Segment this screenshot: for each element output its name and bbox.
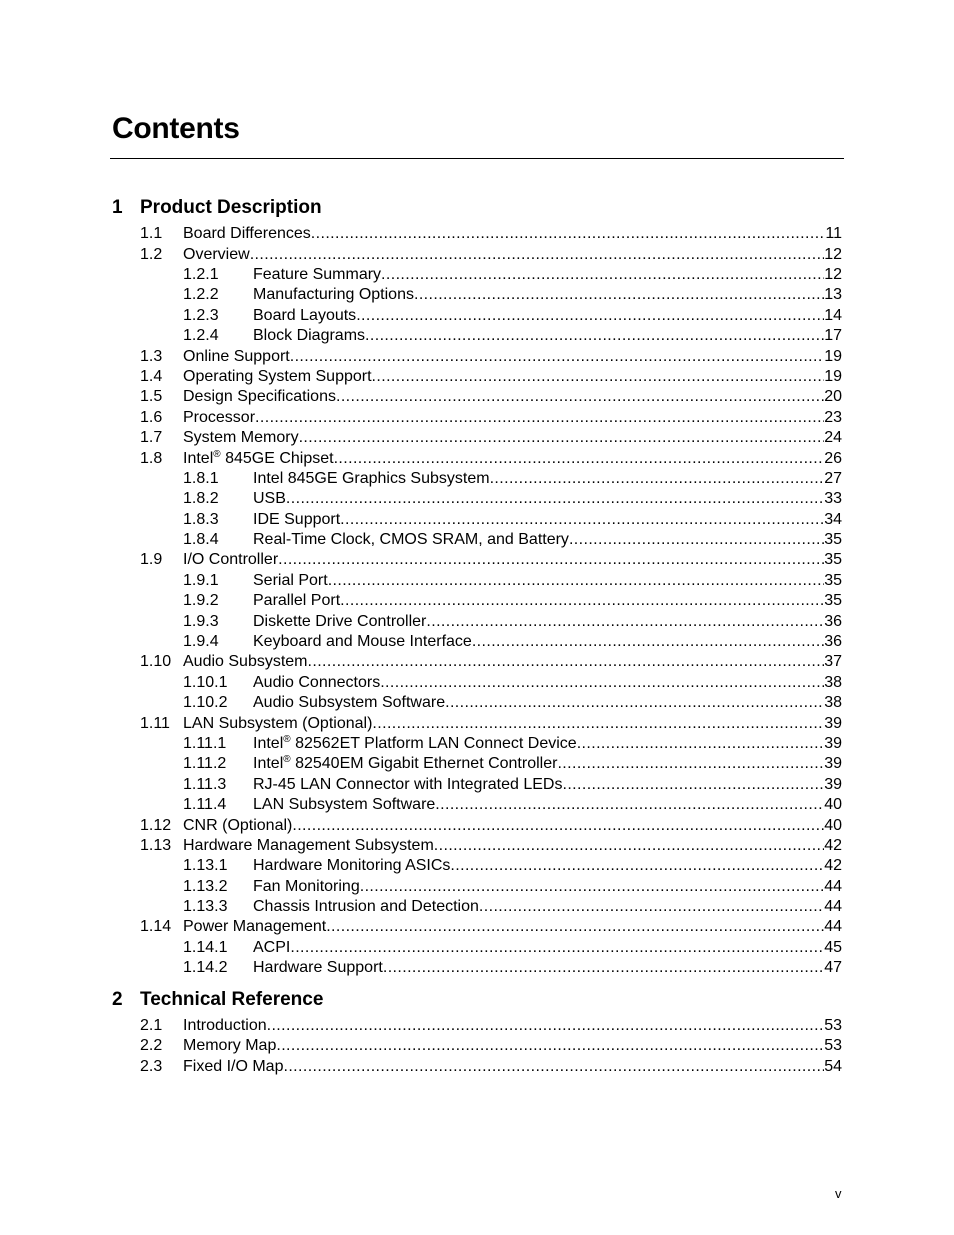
entry-page: 44 (824, 878, 842, 895)
entry-label: Parallel Port (253, 592, 341, 609)
entry-number: 1.2.2 (183, 286, 219, 303)
entry-label: Intel 845GE Graphics Subsystem (253, 470, 490, 487)
dot-leader (380, 673, 824, 693)
entry-page: 12 (824, 246, 842, 263)
dot-leader (490, 469, 825, 489)
toc-entry[interactable] (140, 387, 842, 407)
page-title: Contents (112, 112, 240, 145)
toc-entry[interactable] (183, 612, 842, 632)
entry-label: System Memory (183, 429, 299, 446)
entry-label: Block Diagrams (253, 327, 366, 344)
entry-label: Audio Connectors (253, 674, 381, 691)
entry-number: 1.13.1 (183, 857, 228, 874)
dot-leader (311, 224, 826, 244)
entry-number: 2.1 (140, 1017, 163, 1034)
dot-leader (372, 367, 825, 387)
dot-leader (299, 428, 825, 448)
dot-leader (255, 408, 824, 428)
entry-label: Feature Summary (253, 266, 382, 283)
entry-page: 53 (824, 1037, 842, 1054)
dot-leader (472, 632, 824, 652)
toc-entry[interactable] (183, 265, 842, 285)
dot-leader (267, 1016, 825, 1036)
entry-number: 1.14.2 (183, 959, 228, 976)
entry-label: Overview (183, 246, 250, 263)
entry-label (253, 754, 557, 774)
entry-page: 27 (824, 470, 842, 487)
entry-number: 1.11.3 (183, 776, 227, 793)
dot-leader (290, 938, 824, 958)
dot-leader (365, 326, 824, 346)
entry-number: 1.11.1 (183, 735, 227, 752)
toc-entry[interactable] (140, 245, 842, 265)
dot-leader (577, 734, 825, 754)
entry-page: 35 (824, 531, 842, 548)
label-text: 82562ET Platform LAN Connect Device (290, 735, 577, 752)
toc-entry[interactable] (183, 754, 842, 774)
toc-entry[interactable] (140, 449, 842, 469)
dot-leader (372, 714, 824, 734)
toc-entry[interactable] (140, 836, 842, 856)
dot-leader (381, 265, 824, 285)
entry-number: 1.6 (140, 409, 163, 426)
entry-label: Hardware Support (253, 959, 383, 976)
dot-leader (276, 1036, 824, 1056)
entry-number: 1.8.4 (183, 531, 219, 548)
entry-label: Memory Map (183, 1037, 277, 1054)
dot-leader (383, 958, 824, 978)
toc-entry[interactable] (183, 775, 842, 795)
dot-leader (434, 836, 824, 856)
entry-label: Audio Subsystem (183, 653, 308, 670)
entry-label: Chassis Intrusion and Detection (253, 898, 479, 915)
toc-entry[interactable] (183, 795, 842, 815)
toc-entry[interactable] (183, 326, 842, 346)
entry-page: 53 (824, 1017, 842, 1034)
entry-label: Online Support (183, 348, 290, 365)
entry-label: Power Management (183, 918, 327, 935)
toc-entry[interactable] (183, 632, 842, 652)
toc-entry[interactable] (140, 652, 842, 672)
entry-page: 39 (824, 755, 842, 772)
toc-entry[interactable] (140, 428, 842, 448)
entry-number: 1.5 (140, 388, 163, 405)
dot-leader (278, 550, 824, 570)
entry-number: 1.10.2 (183, 694, 228, 711)
chapter-number: 1 (112, 197, 123, 218)
toc-entry[interactable] (183, 673, 842, 693)
chapter-number: 2 (112, 989, 123, 1010)
entry-page: 26 (824, 450, 842, 467)
entry-number: 1.13.3 (183, 898, 228, 915)
entry-label (253, 734, 577, 754)
chapter-title: Technical Reference (140, 989, 324, 1010)
registered-mark: ® (213, 449, 221, 460)
toc-entry[interactable] (183, 469, 842, 489)
toc-entry[interactable] (183, 591, 842, 611)
entry-label: Board Layouts (253, 307, 357, 324)
dot-leader (340, 510, 824, 530)
entry-page: 47 (824, 959, 842, 976)
entry-page: 13 (824, 286, 842, 303)
toc-entry[interactable] (140, 1036, 842, 1056)
entry-page: 17 (824, 327, 842, 344)
label-text: 82540EM Gigabit Ethernet Controller (290, 755, 558, 772)
entry-page: 37 (824, 653, 842, 670)
toc-entry[interactable] (183, 285, 842, 305)
entry-number: 1.9.1 (183, 572, 219, 589)
dot-leader (414, 285, 824, 305)
entry-number: 2.2 (140, 1037, 163, 1054)
entry-number: 1.8.3 (183, 511, 219, 528)
entry-label: Manufacturing Options (253, 286, 414, 303)
entry-label: RJ-45 LAN Connector with Integrated LEDs (253, 776, 563, 793)
entry-page: 12 (824, 266, 842, 283)
dot-leader (292, 816, 824, 836)
entry-label: LAN Subsystem Software (253, 796, 436, 813)
title-rule (110, 158, 844, 159)
chapter-title: Product Description (140, 197, 322, 218)
entry-page: 39 (824, 735, 842, 752)
label-text: Intel (253, 735, 284, 752)
dot-leader (426, 612, 824, 632)
toc-entry[interactable] (183, 958, 842, 978)
dot-leader (328, 571, 825, 591)
chapter-heading[interactable] (112, 197, 322, 219)
toc-entry[interactable] (140, 550, 842, 570)
entry-number: 1.9.3 (183, 613, 219, 630)
entry-number: 1.11.4 (183, 796, 227, 813)
toc-entry[interactable] (140, 367, 842, 387)
entry-number: 1.14 (140, 918, 172, 935)
entry-page: 35 (824, 592, 842, 609)
chapter-heading[interactable] (112, 989, 323, 1011)
entry-page: 38 (824, 674, 842, 691)
entry-page: 35 (824, 572, 842, 589)
toc-entry[interactable] (140, 224, 842, 244)
toc-entry[interactable] (183, 510, 842, 530)
entry-label: Real-Time Clock, CMOS SRAM, and Battery (253, 531, 569, 548)
entry-page: 40 (824, 817, 842, 834)
toc-entry[interactable] (183, 306, 842, 326)
dot-leader (435, 795, 824, 815)
dot-leader (360, 877, 824, 897)
entry-label: Board Differences (183, 225, 311, 242)
entry-page: 44 (824, 918, 842, 935)
entry-number: 1.9 (140, 551, 163, 568)
entry-number: 1.2 (140, 246, 163, 263)
toc-entry[interactable] (183, 693, 842, 713)
entry-number: 1.9.4 (183, 633, 219, 650)
toc-entry[interactable] (140, 917, 842, 937)
toc-entry[interactable] (183, 489, 842, 509)
entry-page: 36 (824, 613, 842, 630)
entry-number: 1.1 (140, 225, 163, 242)
dot-leader (326, 917, 824, 937)
entry-number: 1.10.1 (183, 674, 228, 691)
entry-number: 1.12 (140, 817, 172, 834)
entry-page: 45 (824, 939, 842, 956)
dot-leader (557, 754, 824, 774)
entry-page: 40 (824, 796, 842, 813)
dot-leader (479, 897, 824, 917)
entry-page: 42 (824, 857, 842, 874)
entry-label: Fixed I/O Map (183, 1058, 284, 1075)
entry-label: Keyboard and Mouse Interface (253, 633, 472, 650)
page-number: v (835, 1186, 842, 1201)
dot-leader (250, 245, 825, 265)
entry-page: 44 (824, 898, 842, 915)
entry-page: 19 (824, 348, 842, 365)
entry-page: 39 (824, 715, 842, 732)
toc-entry[interactable] (140, 1016, 842, 1036)
entry-label: USB (253, 490, 286, 507)
entry-number: 2.3 (140, 1058, 163, 1075)
entry-number: 1.9.2 (183, 592, 219, 609)
entry-label: Hardware Monitoring ASICs (253, 857, 451, 874)
entry-page: 11 (825, 225, 842, 242)
entry-label: LAN Subsystem (Optional) (183, 715, 373, 732)
dot-leader (445, 693, 824, 713)
dot-leader (290, 347, 824, 367)
registered-mark: ® (283, 754, 291, 765)
toc-entry[interactable] (183, 877, 842, 897)
entry-label (183, 449, 334, 469)
toc-entry[interactable] (183, 856, 842, 876)
entry-number: 1.7 (140, 429, 163, 446)
entry-number: 1.4 (140, 368, 163, 385)
entry-label: CNR (Optional) (183, 817, 293, 834)
toc-entry[interactable] (183, 530, 842, 550)
dot-leader (336, 387, 824, 407)
dot-leader (340, 591, 824, 611)
entry-label: Processor (183, 409, 256, 426)
entry-label: Diskette Drive Controller (253, 613, 427, 630)
entry-page: 19 (824, 368, 842, 385)
entry-page: 36 (824, 633, 842, 650)
dot-leader (569, 530, 824, 550)
entry-label: Audio Subsystem Software (253, 694, 446, 711)
dot-leader (308, 652, 825, 672)
entry-number: 1.2.3 (183, 307, 219, 324)
entry-page: 35 (824, 551, 842, 568)
entry-number: 1.11 (140, 715, 170, 732)
entry-page: 14 (824, 307, 842, 324)
dot-leader (286, 489, 824, 509)
entry-page: 24 (824, 429, 842, 446)
entry-number: 1.8 (140, 450, 163, 467)
entry-number: 1.14.1 (183, 939, 228, 956)
entry-page: 33 (824, 490, 842, 507)
entry-number: 1.3 (140, 348, 163, 365)
entry-label: Fan Monitoring (253, 878, 360, 895)
toc-entry[interactable] (140, 816, 842, 836)
entry-page: 42 (824, 837, 842, 854)
entry-number: 1.13 (140, 837, 172, 854)
toc-entry[interactable] (183, 897, 842, 917)
entry-number: 1.10 (140, 653, 172, 670)
entry-page: 38 (824, 694, 842, 711)
entry-label: Hardware Management Subsystem (183, 837, 434, 854)
label-text: Intel (183, 450, 214, 467)
entry-number: 1.13.2 (183, 878, 228, 895)
entry-page: 23 (824, 409, 842, 426)
entry-number: 1.8.2 (183, 490, 219, 507)
toc-entry[interactable] (140, 1057, 842, 1077)
entry-page: 54 (824, 1058, 842, 1075)
label-text: Intel (253, 755, 284, 772)
toc-entry[interactable] (140, 714, 842, 734)
dot-leader (334, 449, 825, 469)
entry-number: 1.8.1 (183, 470, 219, 487)
dot-leader (562, 775, 824, 795)
toc-entry[interactable] (140, 408, 842, 428)
entry-page: 39 (824, 776, 842, 793)
entry-number: 1.2.4 (183, 327, 219, 344)
entry-page: 20 (824, 388, 842, 405)
entry-label: Design Specifications (183, 388, 336, 405)
toc-entry[interactable] (183, 938, 842, 958)
entry-number: 1.11.2 (183, 755, 227, 772)
entry-label: ACPI (253, 939, 291, 956)
entry-number: 1.2.1 (183, 266, 219, 283)
registered-mark: ® (283, 734, 291, 745)
entry-label: Operating System Support (183, 368, 372, 385)
entry-page: 34 (824, 511, 842, 528)
toc-entry[interactable] (183, 571, 842, 591)
toc-entry[interactable] (140, 347, 842, 367)
entry-label: Introduction (183, 1017, 267, 1034)
entry-label: IDE Support (253, 511, 341, 528)
toc-entry[interactable] (183, 734, 842, 754)
dot-leader (356, 306, 824, 326)
dot-leader (283, 1057, 824, 1077)
entry-label: I/O Controller (183, 551, 279, 568)
entry-label: Serial Port (253, 572, 328, 589)
label-text: 845GE Chipset (220, 450, 334, 467)
dot-leader (450, 856, 824, 876)
